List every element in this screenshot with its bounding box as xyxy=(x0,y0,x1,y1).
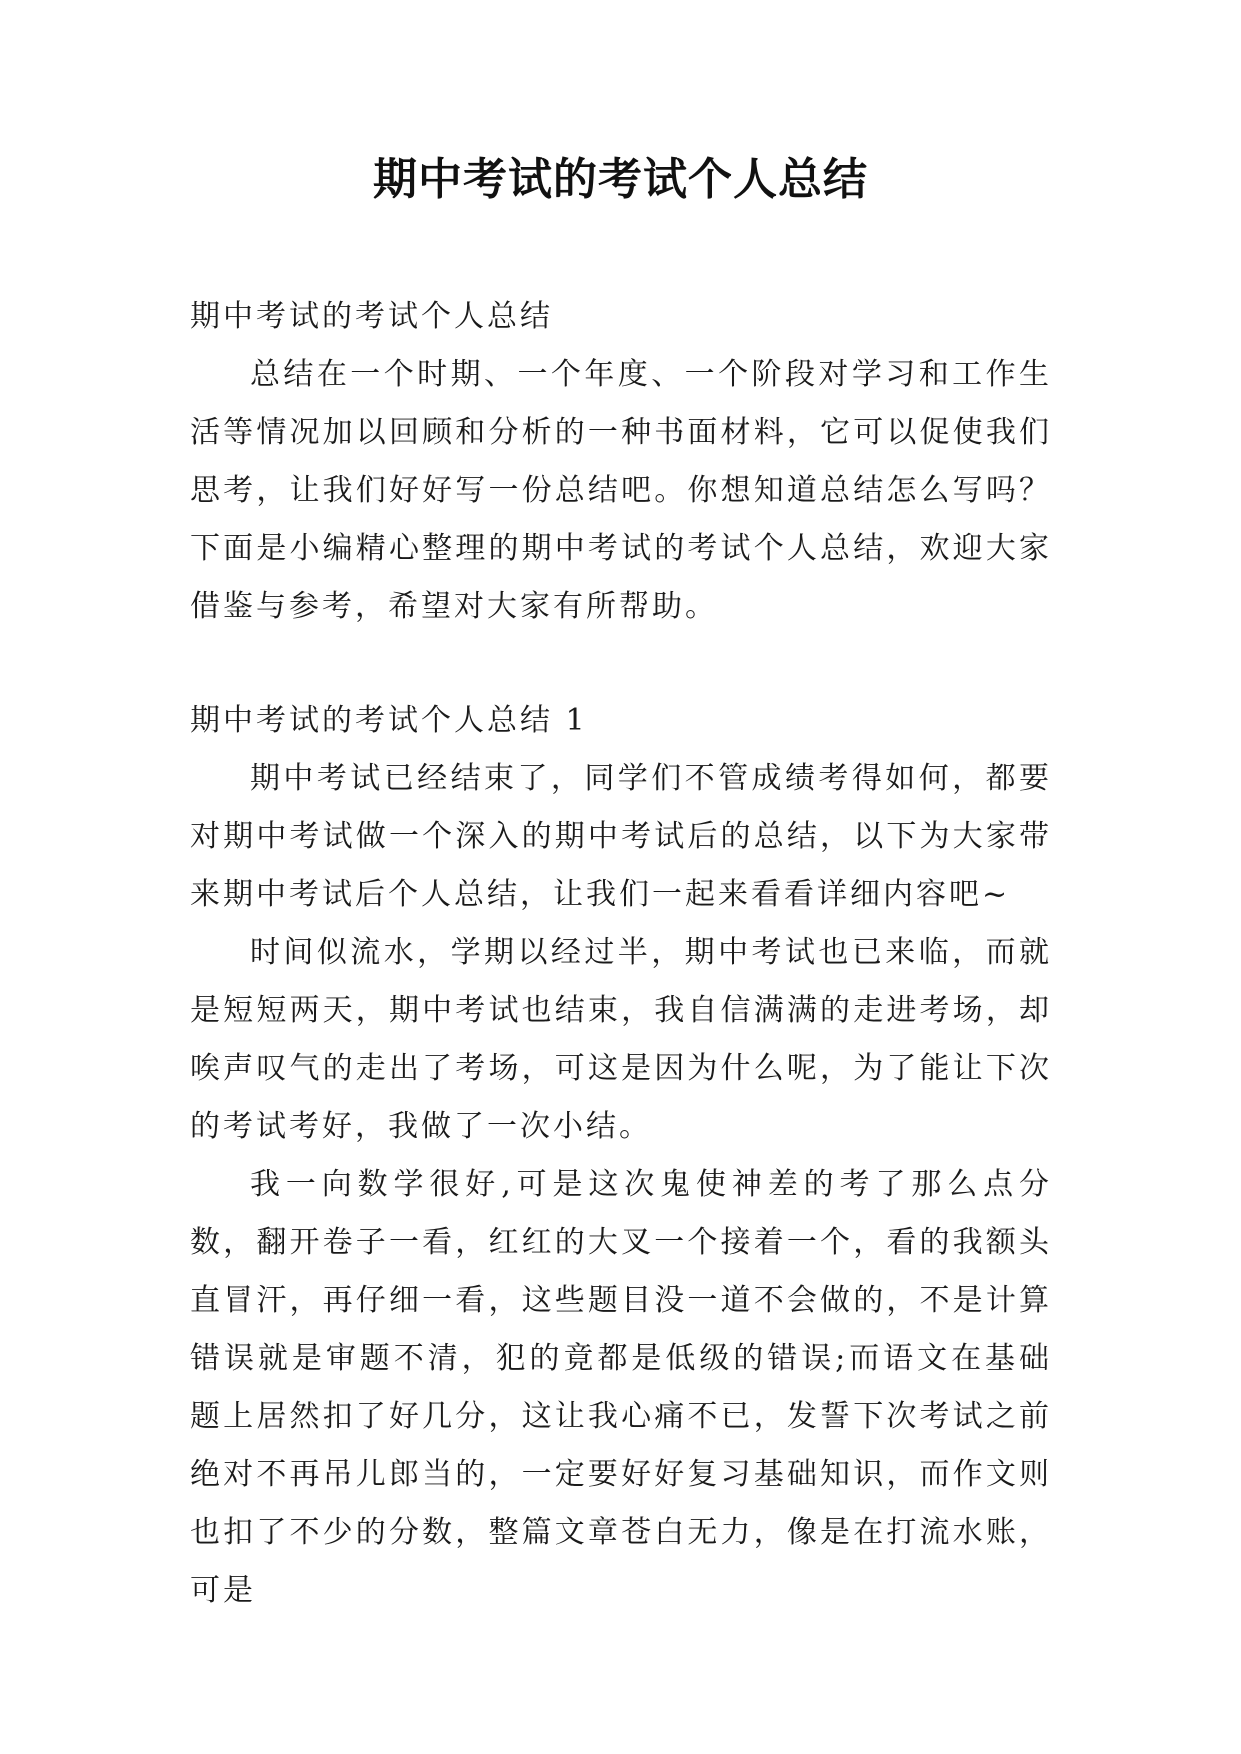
intro-paragraph: 总结在一个时期、一个年度、一个阶段对学习和工作生活等情况加以回顾和分析的一种书面材料，它可以促使我们思考，让我们好好写一份总结吧。你想知道总结怎么写吗？下面是小编精心整理的期中考试的考试个人总结，欢迎大家借鉴与参考，希望对大家有所帮助。 xyxy=(190,357,1052,624)
section1-paragraph-2: 时间似流水，学期以经过半，期中考试也已来临，而就是短短两天，期中考试也结束，我自信满满的走进考场，却唉声叹气的走出了考场，可这是因为什么呢，为了能让下次的考试考好，我做了一次小结。 xyxy=(190,935,1052,1144)
section1-heading: 期中考试的考试个人总结 1 xyxy=(190,703,588,738)
intro-heading: 期中考试的考试个人总结 xyxy=(190,299,553,334)
section1-paragraph-3: 我一向数学很好,可是这次鬼使神差的考了那么点分数，翻开卷子一看，红红的大叉一个接着一个，看的我额头直冒汗，再仔细一看，这些题目没一道不会做的，不是计算错误就是审题不清，犯的竟都是低级的错误;而语文在基础题上居然扣了好几分，这让我心痛不已，发誓下次考试之前绝对不再吊儿郎当的，一定要好好复习基础知识，而作文则也扣了不少的分数，整篇文章苍白无力，像是在打流水账，可是 xyxy=(190,1167,1052,1608)
section1-paragraph-1: 期中考试已经结束了，同学们不管成绩考得如何，都要对期中考试做一个深入的期中考试后的总结，以下为大家带来期中考试后个人总结，让我们一起来看看详细内容吧~ xyxy=(190,761,1052,912)
section-spacer xyxy=(190,636,1052,692)
document-body xyxy=(190,288,1052,1620)
document-title: 期中考试的考试个人总结 xyxy=(373,154,868,205)
